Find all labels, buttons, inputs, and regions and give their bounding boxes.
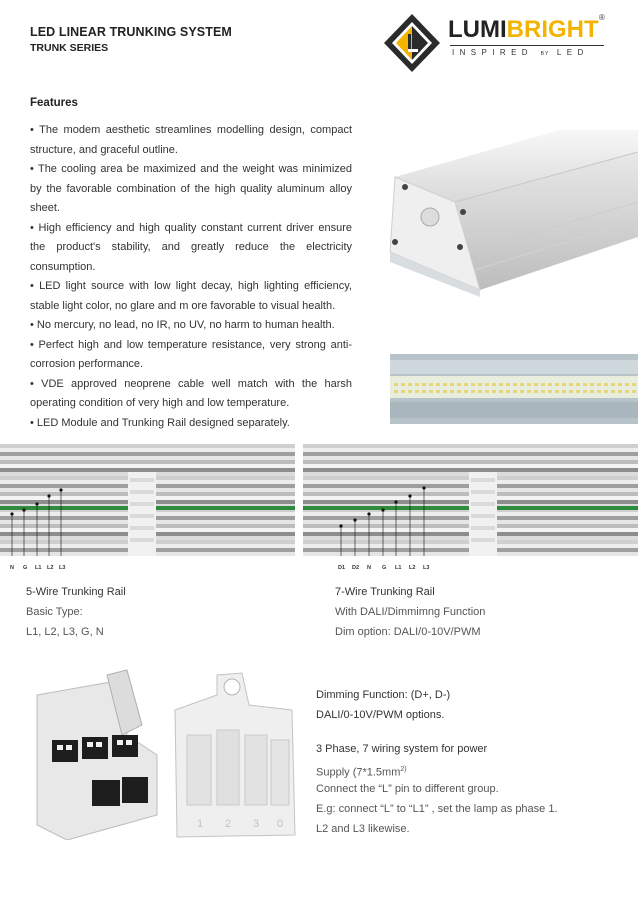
dimming-options: DALI/0-10V/PWM options. [316,709,445,721]
led-module-photo [390,354,638,424]
feature-item: • VDE approved neoprene cable well match with the harsh operating condition of very high and low temperature. [30,377,352,409]
terminal-block-photo [27,665,302,840]
wire-label: G [23,565,28,571]
feature-item: • LED light source with low light decay, high lighting efficiency, stable light color, no glare and m ore favorable to visual health. [30,280,352,312]
three-phase-heading: 3 Phase, 7 wiring system for power [316,743,488,755]
terminal-mark: 1 [197,818,204,830]
feature-item: • LED Module and Trunking Rail designed separately. [30,416,290,429]
brand-logo [382,12,612,74]
five-wire-type: Basic Type: [26,606,83,618]
terminal-mark: 0 [277,818,284,830]
likewise-note: L2 and L3 likewise. [316,823,410,835]
five-wire-rail-photo [0,444,295,556]
tagline-main: INSPIRED [452,48,533,57]
five-wire-wires: L1, L2, L3, G, N [26,626,104,638]
brand-tagline [452,48,589,57]
dimming-function: Dimming Function: (D+, D-) [316,689,451,701]
wire-label: N [367,565,371,571]
feature-item: • No mercury, no lead, no IR, no UV, no harm to human health. [30,319,335,331]
connect-instruction: Connect the “L” pin to different group. [316,783,499,795]
page-title: LED LINEAR TRUNKING SYSTEM [30,25,232,39]
brand-name [448,16,599,44]
wire-label: L1 [35,565,42,571]
wire-label: L2 [409,565,416,571]
five-wire-title: 5-Wire Trunking Rail [26,586,126,598]
feature-item: • Perfect high and low temperature resistance, very strong anti-corrosion performance. [30,338,352,370]
feature-item: • High efficiency and high quality constant current driver ensure the product's stability, and greatly reduce the electricity consumption. [30,221,352,273]
tagline-by: BY [540,51,550,57]
example-instruction: E.g: connect “L” to “L1” , set the lamp as phase 1. [316,803,558,815]
brand-name-part2: BRIGHT [506,16,599,43]
supply-spec-sup: 2) [400,766,407,773]
wire-label: D1 [338,565,346,571]
feature-item: • The modem aesthetic streamlines modelling design, compact structure, and graceful outline. [30,124,352,156]
wire-label: L3 [59,565,66,571]
wire-label: G [382,565,387,571]
seven-wire-rail-photo [303,444,638,556]
seven-wire-dim-option: Dim option: DALI/0-10V/PWM [335,626,481,638]
seven-wire-title: 7-Wire Trunking Rail [335,586,435,598]
supply-spec-text: Supply (7*1.5mm [316,766,401,779]
luminaire-photo [385,122,638,297]
page-subtitle: TRUNK SERIES [30,42,109,54]
wire-label: N [10,565,14,571]
features-list [30,121,352,433]
wire-label: L1 [395,565,402,571]
terminal-mark: 3 [253,818,260,830]
logo-divider [450,45,604,46]
features-heading: Features [30,97,78,109]
brand-name-part1: LUMI [448,16,507,43]
seven-wire-function: With DALI/Dimmimng Function [335,606,486,618]
wire-label: D2 [352,565,360,571]
terminal-mark: 2 [225,818,232,830]
tagline-end: LED [556,48,589,57]
feature-item: • The cooling area be maximized and the weight was minimized by the favorable combination of the high quality aluminum alloy sheet. [30,163,352,214]
wire-label: L3 [423,565,430,571]
wire-label: L2 [47,565,54,571]
lumibright-diamond-logo-icon [382,12,442,74]
registered-mark: ® [599,13,605,22]
